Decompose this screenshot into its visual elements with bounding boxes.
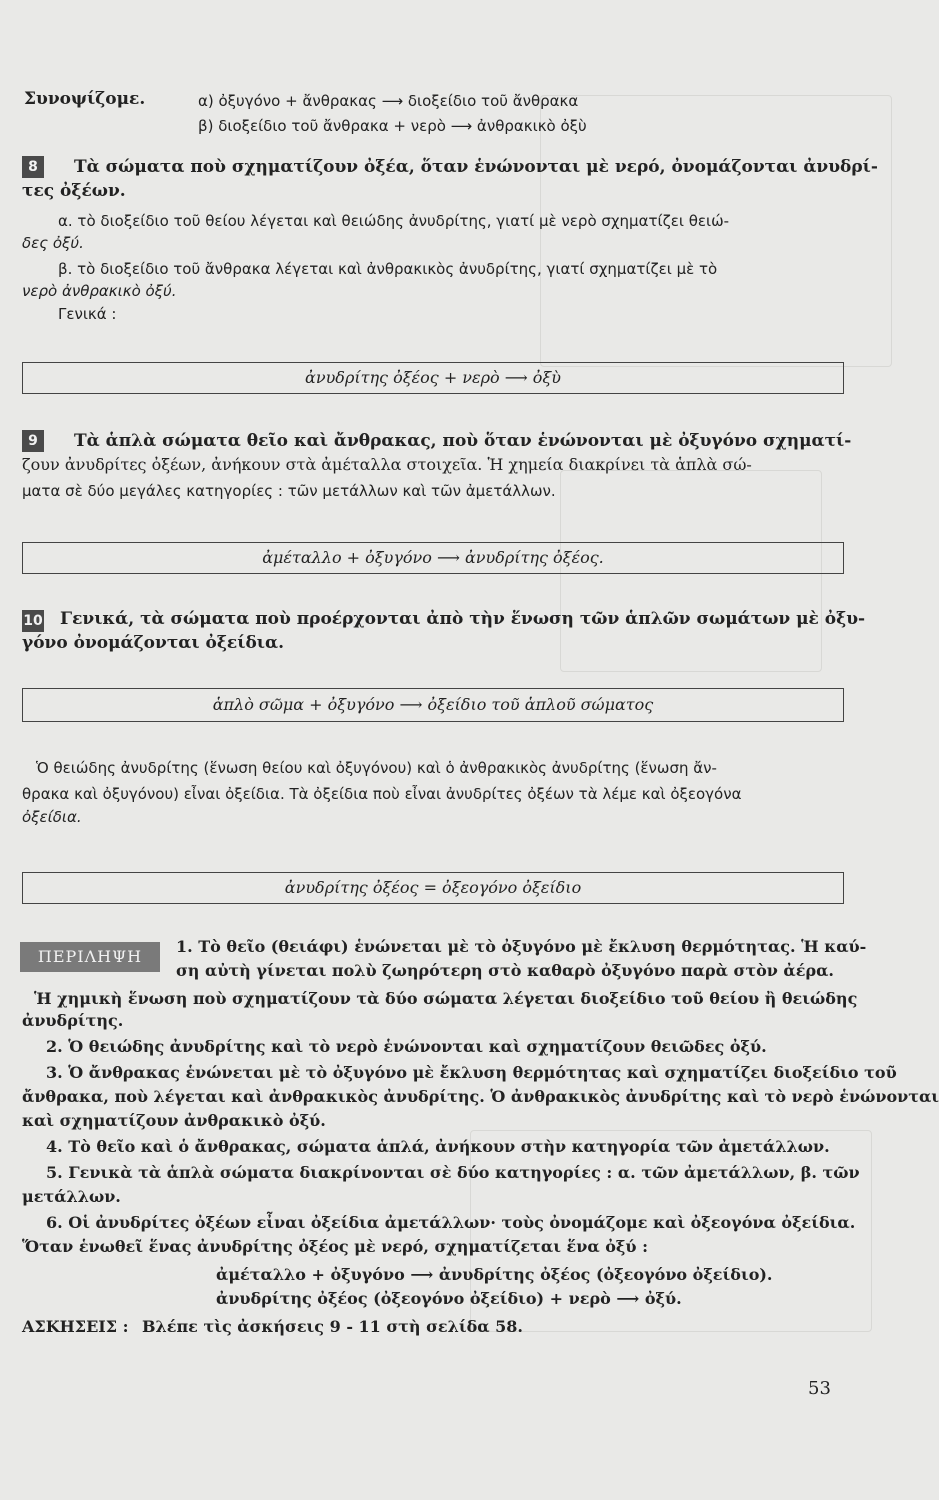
section-8-badge: 8 — [22, 156, 44, 178]
section-10-badge: 10 — [22, 610, 44, 632]
summary-item-5-line-1: 5. Γενικὰ τὰ ἁπλὰ σώματα διακρίνονται σὲ δύο κατηγορίες : α. τῶν ἀμετάλλων, β. τῶν — [46, 1163, 860, 1182]
section-10-formula-box — [22, 688, 844, 722]
section-9-badge: 9 — [22, 430, 44, 452]
section-8-b-line-1: β. τὸ διοξείδιο τοῦ ἄνθρακα λέγεται καὶ ἀνθρακικὸς ἀνυδρίτης, γιατί σχηματίζει μὲ τὸ — [58, 260, 718, 278]
summary-item-3-line-2: ἄνθρακα, ποὺ λέγεται καὶ ἀνθρακικὸς ἀνυδρίτης. Ὁ ἀνθρακικὸς ἀνυδρίτης καὶ τὸ νερὸ ἑνώνονται — [22, 1087, 939, 1106]
summary-line-b: β) διοξείδιο τοῦ ἄνθρακα + νερὸ ⟶ ἀνθρακικὸ ὀξὺ — [198, 117, 587, 135]
section-10-line-1: Γενικά, τὰ σώματα ποὺ προέρχονται ἀπὸ τὴν ἕνωση τῶν ἁπλῶν σωμάτων μὲ ὀξυ- — [60, 609, 866, 629]
summary-item-1-line-3: Ἡ χημικὴ ἕνωση ποὺ σχηματίζουν τὰ δύο σώματα λέγεται διοξείδιο τοῦ θείου ἢ θειώδης — [34, 989, 858, 1008]
summary-item-2: 2. Ὁ θειώδης ἀνυδρίτης καὶ τὸ νερὸ ἑνώνονται καὶ σχηματίζουν θειῶδες ὀξύ. — [46, 1037, 767, 1056]
summary-formula-2: ἀνυδρίτης ὀξέος (ὀξεογόνο ὀξείδιο) + νερὸ ⟶ ὀξύ. — [216, 1289, 682, 1308]
page-number: 53 — [808, 1378, 831, 1399]
section-9-formula: ἀμέταλλο + ὀξυγόνο ⟶ ἀνυδρίτης ὀξέος. — [262, 548, 604, 567]
summary-item-5-line-2: μετάλλων. — [22, 1187, 121, 1206]
section-8-formula-box — [22, 362, 844, 394]
section-9-line-2: ζουν ἀνυδρίτες ὀξέων, ἀνήκουν στὰ ἀμέταλλα στοιχεῖα. Ἡ χημεία διακρίνει τὰ ἁπλὰ σώ- — [22, 455, 752, 474]
section-9-line-3: ματα σὲ δύο μεγάλες κατηγορίες : τῶν μετάλλων καὶ τῶν ἀμετάλλων. — [22, 482, 556, 500]
section-8-line-1: Τὰ σώματα ποὺ σχηματίζουν ὀξέα, ὅταν ἑνώνονται μὲ νερό, ὀνομάζονται ἀνυδρί- — [74, 157, 878, 177]
section-10-para-3: ὀξείδια. — [22, 808, 82, 826]
summary-line-a: α) ὀξυγόνο + ἄνθρακας ⟶ διοξείδιο τοῦ ἄνθρακα — [198, 92, 579, 110]
section-8-b-line-2: νερὸ ἀνθρακικὸ ὀξύ. — [22, 282, 177, 300]
summary-label: Συνοψίζομε. — [24, 89, 146, 109]
section-10-formula-2: ἀνυδρίτης ὀξέος = ὀξεογόνο ὀξείδιο — [284, 878, 582, 897]
section-9-formula-box — [22, 542, 844, 574]
section-8-formula: ἀνυδρίτης ὀξέος + νερὸ ⟶ ὀξὺ — [305, 368, 561, 387]
summary-item-1-line-4: ἀνυδρίτης. — [22, 1011, 124, 1030]
summary-item-1-line-2: ση αὐτὴ γίνεται πολὺ ζωηρότερη στὸ καθαρὸ ὀξυγόνο παρὰ στὸν ἀέρα. — [176, 961, 834, 980]
summary-item-3-line-3: καὶ σχηματίζουν ἀνθρακικὸ ὀξύ. — [22, 1111, 326, 1130]
exercises-label: ΑΣΚΗΣΕΙΣ : — [22, 1317, 129, 1336]
exercises-text: Βλέπε τὶς ἀσκήσεις 9 - 11 στὴ σελίδα 58. — [142, 1317, 523, 1336]
summary-item-1-line-1: 1. Τὸ θεῖο (θειάφι) ἑνώνεται μὲ τὸ ὀξυγόνο μὲ ἔκλυση θερμότητας. Ἡ καύ- — [176, 937, 867, 956]
section-8-a-line-2: δες ὀξύ. — [22, 234, 84, 252]
section-8-line-2: τες ὀξέων. — [22, 181, 126, 201]
summary-heading-badge: ΠΕΡΙΛΗΨΗ — [20, 942, 160, 972]
summary-item-3-line-1: 3. Ὁ ἄνθρακας ἑνώνεται μὲ τὸ ὀξυγόνο μὲ ἔκλυση θερμότητας καὶ σχηματίζει διοξείδιο τοῦ — [46, 1063, 897, 1082]
section-9-line-1: Τὰ ἁπλὰ σώματα θεῖο καὶ ἄνθρακας, ποὺ ὅταν ἑνώνονται μὲ ὀξυγόνο σχηματί- — [74, 431, 852, 451]
summary-item-4: 4. Τὸ θεῖο καὶ ὁ ἄνθρακας, σώματα ἁπλά, ἀνήκουν στὴν κατηγορία τῶν ἀμετάλλων. — [46, 1137, 830, 1156]
section-10-formula: ἁπλὸ σῶμα + ὀξυγόνο ⟶ ὀξείδιο τοῦ ἁπλοῦ σώματος — [212, 695, 654, 714]
section-8-a-line-1: α. τὸ διοξείδιο τοῦ θείου λέγεται καὶ θειώδης ἀνυδρίτης, γιατί μὲ νερὸ σχηματίζει θειώ- — [58, 212, 730, 230]
section-8-general: Γενικά : — [58, 305, 117, 323]
section-10-formula-2-box — [22, 872, 844, 904]
section-10-para-1: Ὁ θειώδης ἀνυδρίτης (ἕνωση θείου καὶ ὀξυγόνου) καὶ ὁ ἀνθρακικὸς ἀνυδρίτης (ἕνωση ἄν- — [36, 759, 717, 777]
summary-item-6-line-1: 6. Οἱ ἀνυδρίτες ὀξέων εἶναι ὀξείδια ἀμετάλλων· τοὺς ὀνομάζομε καὶ ὀξεογόνα ὀξείδια. — [46, 1213, 856, 1232]
summary-item-6-line-2: Ὅταν ἑνωθεῖ ἕνας ἀνυδρίτης ὀξέος μὲ νερό, σχηματίζεται ἕνα ὀξύ : — [22, 1237, 648, 1256]
summary-formula-1: ἀμέταλλο + ὀξυγόνο ⟶ ἀνυδρίτης ὀξέος (ὀξεογόνο ὀξείδιο). — [216, 1265, 773, 1284]
section-10-line-2: γόνο ὀνομάζονται ὀξείδια. — [22, 633, 285, 653]
section-10-para-2: θρακα καὶ ὀξυγόνου) εἶναι ὀξείδια. Τὰ ὀξείδια ποὺ εἶναι ἀνυδρίτες ὀξέων τὰ λέμε καὶ ὀξεογόνα — [22, 785, 742, 803]
